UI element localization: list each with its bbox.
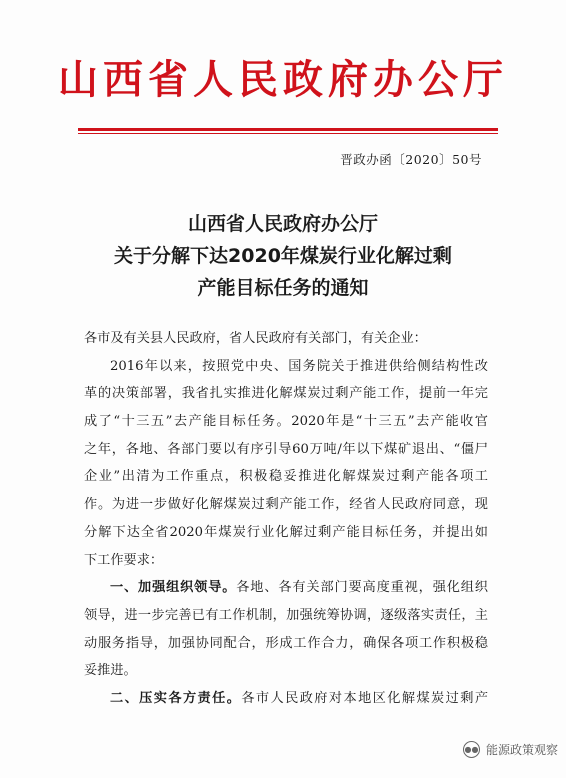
section-1-heading: 一、加强组织领导。 [110,580,237,596]
paragraph-line: 作。为进一步做好化解煤炭过剩产能工作，经省人民政府同意，现 [84,497,488,513]
paragraph-line: 2016年以来，按照党中央、国务院关于推进供给侧结构性改 [110,358,488,374]
paragraph-line: 妥推进。 [84,663,137,679]
document-number: 晋政办函〔2020〕50号 [340,152,482,167]
paragraph-line: 之年，各地、各部门要以有序引导60万吨/年以下煤矿退出、“僵尸 [84,441,488,457]
source-watermark [463,741,558,758]
paragraph-line: 成了“十三五”去产能目标任务。2020年是“十三五”去产能收官 [84,414,488,430]
wechat-official-account-icon: ●● [463,741,480,758]
paragraph-line: 分解下达全省2020年煤炭行业化解过剩产能目标任务，并提出如 [84,524,488,540]
paragraph-line: 领导，进一步完善已有工作机制，加强统筹协调，逐级落实责任，主 [84,607,488,623]
section-2-text: 各市人民政府对本地区化解煤炭过剩产 [241,690,488,706]
section-1-text: 各地、各有关部门要高度重视，强化组织 [236,580,488,596]
red-header-rule [78,128,498,131]
section-2-first-line [84,685,488,713]
issuing-authority-header: 山西省人民政府办公厅 [58,57,508,103]
document-title-line-2: 关于分解下达2020年煤炭行业化解过剩 [114,245,452,267]
paragraph-line: 企业”出清为工作重点，积极稳妥推进化解煤炭过剩产能各项工 [84,469,488,485]
watermark-text: 能源政策观察 [485,743,558,757]
document-title-line-3: 产能目标任务的通知 [197,277,369,299]
document-title-line-1: 山西省人民政府办公厅 [187,213,378,235]
section-1-first-line [84,574,488,602]
section-2-heading: 二、压实各方责任。 [110,690,242,706]
red-header-rule-thin [78,133,498,134]
document-body [84,325,488,713]
salutation: 各市及有关县人民政府，省人民政府有关部门，有关企业： [84,331,427,346]
paragraph-line: 动服务指导，加强协同配合，形成工作合力，确保各项工作积极稳 [84,635,488,651]
paragraph-line: 革的决策部署，我省扎实推进化解煤炭过剩产能工作，提前一年完 [84,386,488,402]
paragraph-line: 下工作要求： [84,552,164,568]
